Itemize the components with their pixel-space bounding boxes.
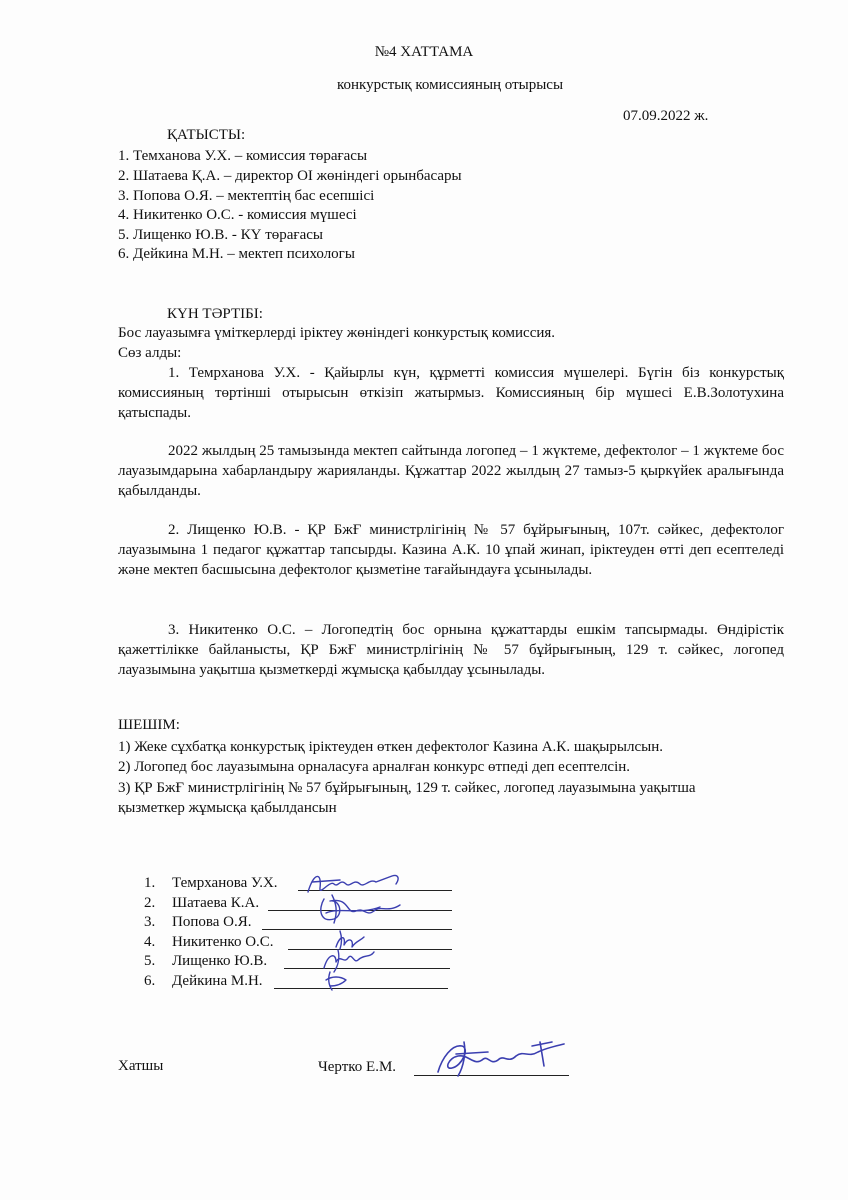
decision-item: 2) Логопед бос лауазымына орналасуға арналған конкурс өтпеді деп есептелсін. — [118, 759, 631, 775]
signatory-name: Лищенко Ю.В. — [172, 953, 268, 969]
paragraph-2: 2022 жылдың 25 тамызында мектеп сайтында логопед – 1 жүктеме, дефектолог – 1 жүктеме бос лауазымдарына хабарландыру жарияланды. Құжаттар 2022 жылдың 27 тамыз-5 қыркүйек аралығында қабылданды. — [118, 443, 784, 499]
secretary-name: Чертко Е.М. — [318, 1059, 397, 1075]
agenda-heading: КҮН ТӘРТІБІ: — [167, 306, 263, 322]
attendees-heading: ҚАТЫСТЫ: — [167, 127, 246, 143]
signatory-row — [144, 913, 252, 931]
attendee-item: 2. Шатаева Қ.А. – директор ОІ жөніндегі орынбасары — [118, 168, 462, 184]
signature-line — [274, 988, 448, 989]
signatory-row — [144, 933, 274, 951]
agenda-line: Бос лауазымға үміткерлерді іріктеу жөніндегі конкурстық комиссия. — [118, 325, 556, 341]
decision-item: 1) Жеке сұхбатқа конкурстық іріктеуден өткен дефектолог Казина А.К. шақырылсын. — [118, 739, 663, 755]
signatory-name: Никитенко О.С. — [172, 934, 274, 950]
handwritten-signature — [310, 889, 410, 929]
document-title: №4 ХАТТАМА — [374, 44, 474, 60]
signatory-number: 6. — [144, 973, 156, 989]
paragraph-4: 3. Никитенко О.С. – Логопедтің бос орнына құжаттарды ешкім тапсырмады. Өндірістік қажеттілікке байланысты, ҚР БжҒ министрлігінің № 57 бұйрығының, 129 т. сәйкес, логопед лауазымына уақытша қызметкерді жұмысқа қабылдау ұсынылады. — [118, 622, 784, 678]
handwritten-signature — [428, 1036, 568, 1080]
paragraph-3: 2. Лищенко Ю.В. - ҚР БжҒ министрлігінің № 57 бұйрығының, 107т. сәйкес, дефектолог лауазымына 1 педагог құжаттар тапсырды. Казина А.К. 10 ұпай жинап, іріктеуден өтті деп есептеледі және мектеп басшысына дефектолог қызметіне тағайындауға ұсынылады. — [118, 522, 784, 578]
signatory-name: Темрханова У.Х. — [172, 875, 278, 891]
signatory-name: Шатаева К.А. — [172, 895, 260, 911]
signatory-number: 1. — [144, 875, 156, 891]
signatory-number: 2. — [144, 895, 156, 911]
decision-item: қызметкер жұмысқа қабылдансын — [118, 800, 337, 816]
attendee-item: 6. Дейкина М.Н. – мектеп психологы — [118, 246, 355, 262]
signatory-row — [144, 952, 267, 970]
attendee-item: 4. Никитенко О.С. - комиссия мүшесі — [118, 207, 357, 223]
document-date: 07.09.2022 ж. — [623, 108, 709, 124]
speech-label: Сөз алды: — [118, 345, 182, 361]
signatory-number: 4. — [144, 934, 156, 950]
signatory-name: Попова О.Я. — [172, 914, 252, 930]
handwritten-signature — [322, 968, 352, 992]
decision-heading: ШЕШІМ: — [118, 717, 180, 733]
signatory-name: Дейкина М.Н. — [172, 973, 263, 989]
secretary-label: Хатшы — [118, 1058, 164, 1074]
signatory-number: 5. — [144, 953, 156, 969]
signatory-number: 3. — [144, 914, 156, 930]
decision-item: 3) ҚР БжҒ министрлігінің № 57 бұйрығының, 129 т. сәйкес, логопед лауазымына уақытша — [118, 780, 696, 796]
document-subtitle: конкурстық комиссияның отырысы — [336, 77, 564, 93]
signatory-row — [144, 874, 278, 892]
signatory-row — [144, 972, 263, 990]
paragraph-1: 1. Темрханова У.Х. - Қайырлы күн, құрметті комиссия мүшелері. Бүгін біз конкурстық комиссияның төртінші отырысын өткізіп жатырмыз. Комиссияның бір мүшесі Е.В.Золотухина қатыспады. — [118, 365, 784, 421]
signatory-row — [144, 894, 259, 912]
attendee-item: 5. Лищенко Ю.В. - КҮ төрағасы — [118, 227, 323, 243]
attendee-item: 1. Темханова У.Х. – комиссия төрағасы — [118, 148, 368, 164]
attendee-item: 3. Попова О.Я. – мектептің бас есепшісі — [118, 188, 375, 204]
